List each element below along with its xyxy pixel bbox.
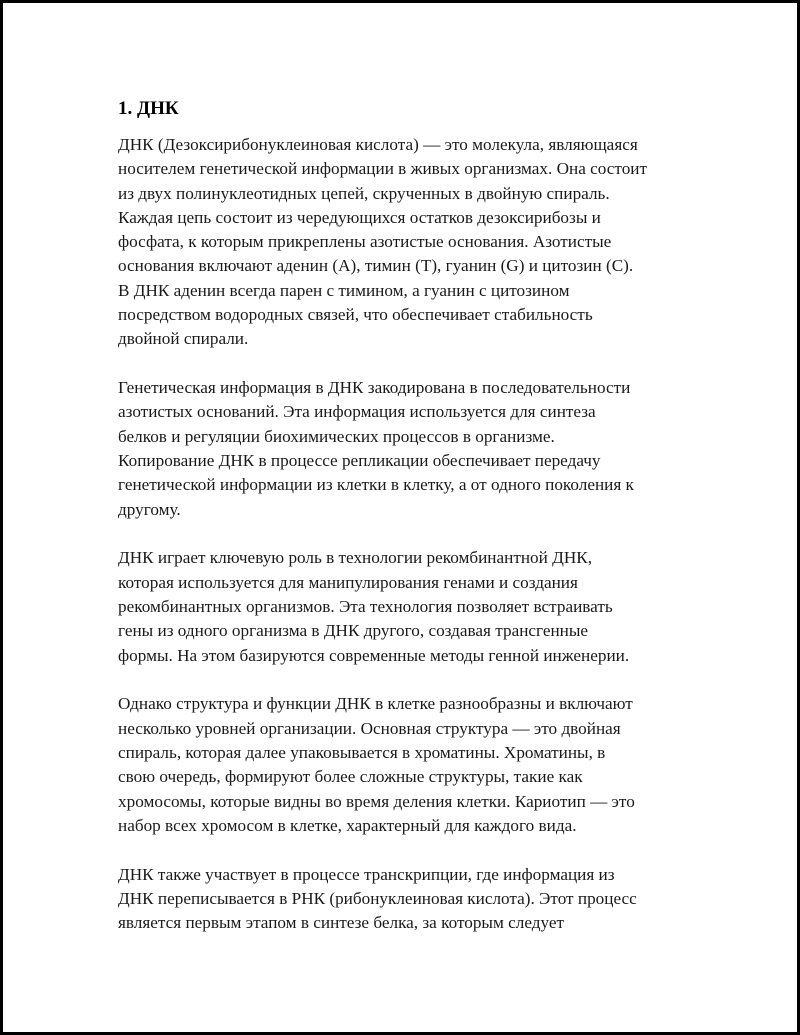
text-line: несколько уровней организации. Основная структура — это двойная xyxy=(118,718,621,738)
text-line: генетической информации из клетки в клетку, а от одного поколения к xyxy=(118,475,634,495)
text-line: из двух полинуклеотидных цепей, скрученных в двойную спираль. xyxy=(118,183,610,203)
document-content xyxy=(118,97,693,960)
text-line: ДНК переписывается в РНК (рибонуклеиновая кислота). Этот процесс xyxy=(118,889,637,909)
text-line: является первым этапом в синтезе белка, за которым следует xyxy=(118,913,565,933)
section-heading: 1. ДНК xyxy=(118,98,179,119)
paragraph-2 xyxy=(118,376,693,522)
text-line: гены из одного организма в ДНК другого, создавая трансгенные xyxy=(118,621,589,641)
text-line: Копирование ДНК в процессе репликации обеспечивает передачу xyxy=(118,451,601,471)
text-line: Каждая цепь состоит из чередующихся остатков дезоксирибозы и xyxy=(118,207,601,227)
text-line: носителем генетической информации в живых организмах. Она состоит xyxy=(118,159,648,179)
text-line: которая используется для манипулирования генами и создания xyxy=(118,572,578,592)
text-line: свою очередь, формируют более сложные структуры, такие как xyxy=(118,767,583,787)
text-line: другому. xyxy=(118,499,181,519)
text-line: ДНК также участвует в процессе транскрипции, где информация из xyxy=(118,864,615,884)
paragraph-4 xyxy=(118,692,693,838)
text-line: Генетическая информация в ДНК закодирована в последовательности xyxy=(118,378,631,398)
paragraph-1 xyxy=(118,133,693,352)
text-line: основания включают аденин (A), тимин (T), гуанин (G) и цитозин (C). xyxy=(118,256,634,276)
text-line: рекомбинантных организмов. Эта технология позволяет встраивать xyxy=(118,597,613,617)
text-line: ДНК играет ключевую роль в технологии рекомбинантной ДНК, xyxy=(118,548,593,568)
text-line: посредством водородных связей, что обеспечивает стабильность xyxy=(118,305,593,325)
text-line: фосфата, к которым прикреплены азотистые основания. Азотистые xyxy=(118,232,612,252)
paragraph-5 xyxy=(118,863,693,936)
text-line: набор всех хромосом в клетке, характерный для каждого вида. xyxy=(118,815,577,835)
text-line: двойной спирали. xyxy=(118,329,249,349)
text-line: азотистых оснований. Эта информация используется для синтеза xyxy=(118,402,596,422)
text-line: спираль, которая далее упаковывается в хроматины. Хроматины, в xyxy=(118,743,606,763)
text-line: хромосомы, которые видны во время деления клетки. Кариотип — это xyxy=(118,791,635,811)
text-line: Однако структура и функции ДНК в клетке разнообразны и включают xyxy=(118,694,633,714)
paragraph-3 xyxy=(118,546,693,667)
text-line: В ДНК аденин всегда парен с тимином, а гуанин с цитозином xyxy=(118,280,570,300)
text-line: белков и регуляции биохимических процессов в организме. xyxy=(118,426,555,446)
text-line: формы. На этом базируются современные методы генной инженерии. xyxy=(118,645,630,665)
text-line: ДНК (Дезоксирибонуклеиновая кислота) — это молекула, являющаяся xyxy=(118,135,638,154)
